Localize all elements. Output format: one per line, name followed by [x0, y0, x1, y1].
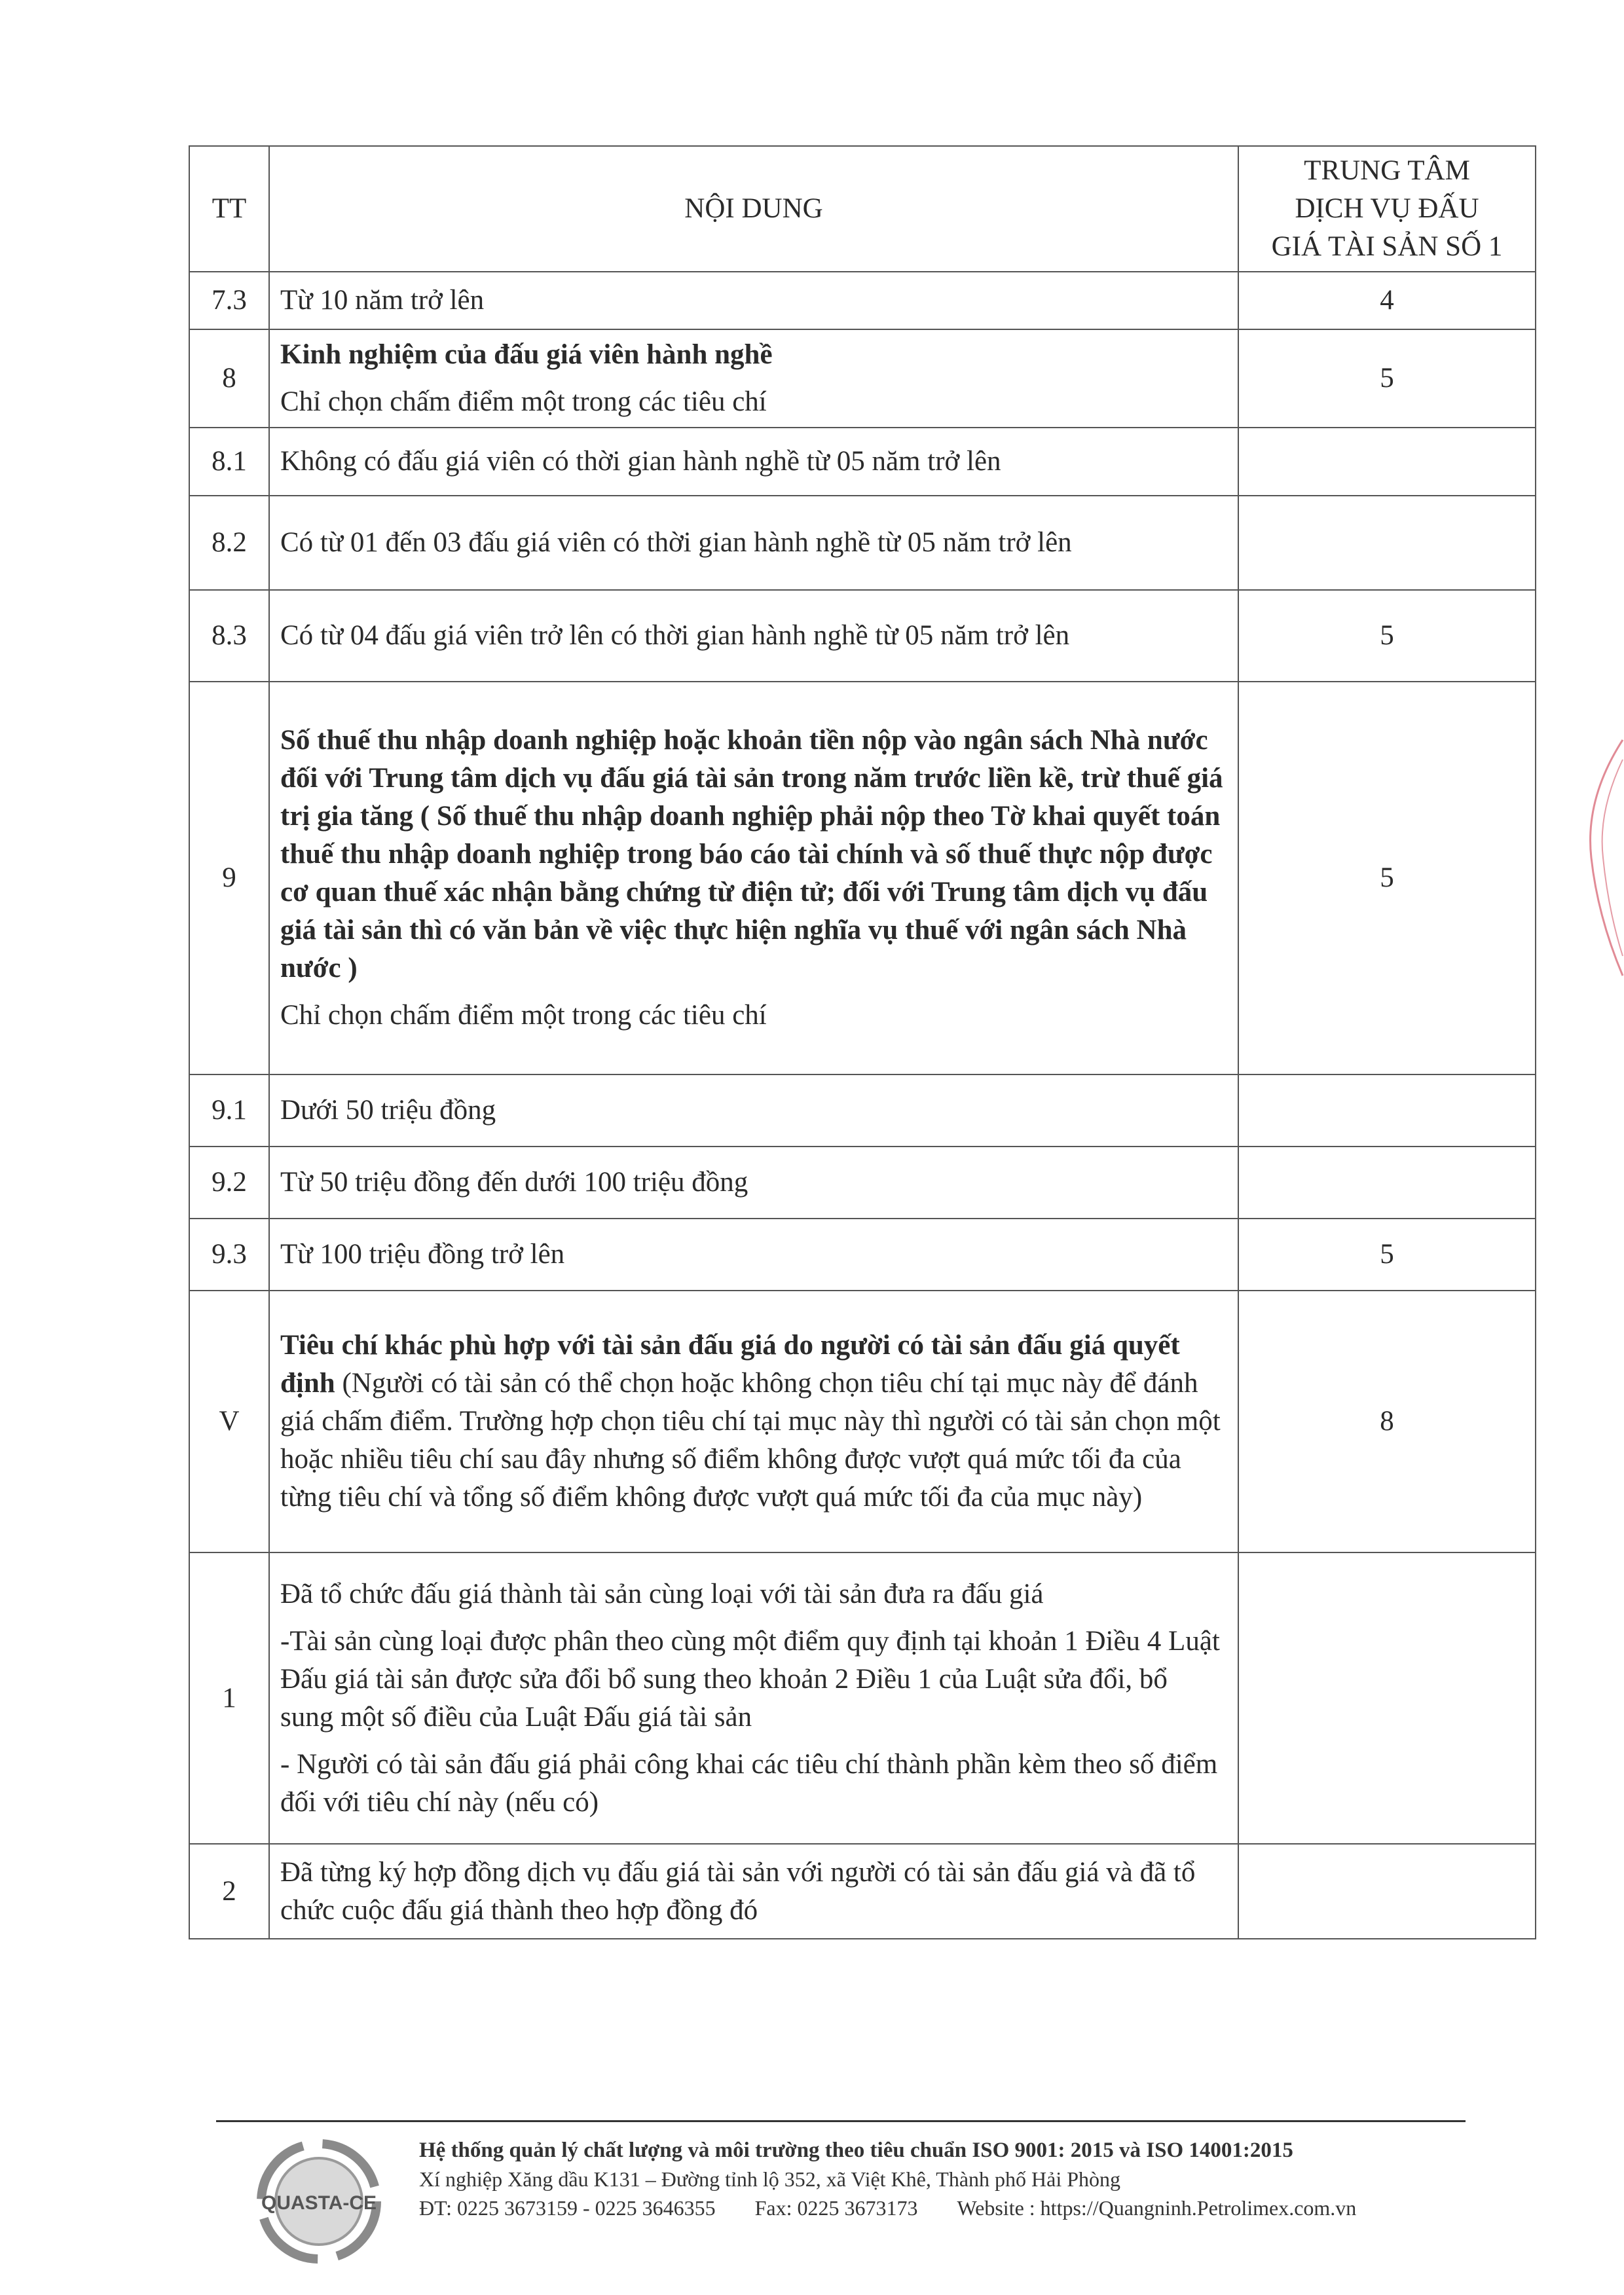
row-number: 7.3 [189, 272, 269, 329]
row-title [280, 336, 1227, 374]
row-line: -Tài sản cùng loại được phân theo cùng một điểm quy định tại khoản 1 Điều 4 Luật Đấu giá tài sản được sửa đổi bổ sung theo khoản 2 Điều 1 của Luật sửa đổi, bổ sung một số điều của Luật Đấu giá tài sản [280, 1625, 1220, 1733]
row-line: Từ 50 triệu đồng đến dưới 100 triệu đồng [280, 1167, 748, 1198]
row-content [269, 1552, 1238, 1844]
table-row [189, 1844, 1536, 1939]
row-score: 5 [1238, 329, 1536, 428]
row-line: Từ 100 triệu đồng trở lên [280, 1239, 565, 1270]
row-number: 9.3 [189, 1219, 269, 1291]
row-line: Đã tổ chức đấu giá thành tài sản cùng loại với tài sản đưa ra đấu giá [280, 1578, 1044, 1609]
row-title-bold: Tiêu chí khác phù hợp với tài sản đấu giá do người có tài sản đấu giá quyết định [280, 1330, 1180, 1399]
table-row [189, 1291, 1536, 1552]
row-line: Đã từng ký hợp đồng dịch vụ đấu giá tài sản với người có tài sản đấu giá và đã tổ chức cuộc đấu giá thành theo hợp đồng đó [280, 1856, 1196, 1926]
quasta-ce-logo [244, 2136, 394, 2267]
row-number: 9 [189, 682, 269, 1074]
row-number: 9.2 [189, 1147, 269, 1219]
footer-website: Website : https://Quangninh.Petrolimex.com.vn [957, 2196, 1357, 2220]
footer-phone: ĐT: 0225 3673159 - 0225 3646355 [419, 2196, 716, 2220]
row-title-rest: (Người có tài sản có thể chọn hoặc không chọn tiêu chí tại mục này để đánh giá chấm điểm. Trường hợp chọn tiêu chí tại mục này thì người có tài sản chọn một hoặc nhiều tiêu chí sau đây nhưng số điểm không được vượt quá mức tối đa của từng tiêu chí và tổng số điểm không được vượt quá mức tối đa của mục này) [280, 1368, 1221, 1513]
table-row [189, 590, 1536, 682]
row-line: Chỉ chọn chấm điểm một trong các tiêu chí [280, 1000, 767, 1031]
row-score: 4 [1238, 272, 1536, 329]
table-row [189, 272, 1536, 329]
footer-contact [419, 2194, 1493, 2222]
footer-divider [216, 2120, 1466, 2122]
row-score [1238, 1147, 1536, 1219]
table-row [189, 496, 1536, 590]
table-header-row [189, 146, 1536, 272]
row-number: 2 [189, 1844, 269, 1939]
row-number: 8.3 [189, 590, 269, 682]
table-row [189, 428, 1536, 496]
row-number: V [189, 1291, 269, 1552]
table-row [189, 329, 1536, 428]
row-line: Chỉ chọn chấm điểm một trong các tiêu chí [280, 386, 767, 417]
footer-iso-line: Hệ thống quản lý chất lượng và môi trường theo tiêu chuẩn ISO 9001: 2015 và ISO 14001:2015 [419, 2139, 1293, 2162]
row-line: Có từ 01 đến 03 đấu giá viên có thời gian hành nghề từ 05 năm trở lên [280, 527, 1072, 558]
row-title [280, 1327, 1227, 1516]
row-content [269, 428, 1238, 496]
row-score [1238, 1552, 1536, 1844]
table-row [189, 1147, 1536, 1219]
row-line: Từ 10 năm trở lên [280, 285, 485, 316]
row-line: Có từ 04 đấu giá viên trở lên có thời gian hành nghề từ 05 năm trở lên [280, 620, 1070, 651]
row-content [269, 1844, 1238, 1939]
row-score [1238, 496, 1536, 590]
header-tt: TT [189, 146, 269, 272]
row-content [269, 1147, 1238, 1219]
row-line: - Người có tài sản đấu giá phải công khai các tiêu chí thành phần kèm theo số điểm đối với tiêu chí này (nếu có) [280, 1748, 1218, 1818]
row-score [1238, 1844, 1536, 1939]
scoring-table [189, 145, 1536, 1939]
row-number: 8.1 [189, 428, 269, 496]
row-number: 9.1 [189, 1074, 269, 1147]
row-score [1238, 428, 1536, 496]
table-row [189, 682, 1536, 1074]
row-content [269, 682, 1238, 1074]
row-title-bold: Kinh nghiệm của đấu giá viên hành nghề [280, 339, 773, 370]
logo-text: QUASTA-CE [261, 2192, 377, 2214]
row-title-bold: Số thuế thu nhập doanh nghiệp hoặc khoản tiền nộp vào ngân sách Nhà nước đối với Trung tâm dịch vụ đấu giá tài sản trong năm trước liền kề, trừ thuế giá trị gia tăng ( Số thuế thu nhập doanh nghiệp phải nộp theo Tờ khai quyết toán thuế thu nhập doanh nghiệp trong báo cáo tài chính và số thuế thực nộp được cơ quan thuế xác nhận bằng chứng từ điện tử; đối với Trung tâm dịch vụ đấu giá tài sản thì có văn bản về việc thực hiện nghĩa vụ thuế với ngân sách Nhà nước ) [280, 725, 1223, 983]
row-content [269, 329, 1238, 428]
row-line: Dưới 50 triệu đồng [280, 1095, 496, 1126]
row-line: Không có đấu giá viên có thời gian hành nghề từ 05 năm trở lên [280, 446, 1001, 477]
header-content: NỘI DUNG [269, 146, 1238, 272]
row-content [269, 1074, 1238, 1147]
header-center-line2: DỊCH VỤ ĐẤU [1295, 193, 1479, 224]
row-score: 8 [1238, 1291, 1536, 1552]
footer-address: Xí nghiệp Xăng dầu K131 – Đường tỉnh lộ 352, xã Việt Khê, Thành phố Hải Phòng [419, 2167, 1121, 2191]
row-title [280, 722, 1227, 987]
row-content [269, 1291, 1238, 1552]
table-row [189, 1074, 1536, 1147]
table-row [189, 1219, 1536, 1291]
row-score [1238, 1074, 1536, 1147]
row-content [269, 590, 1238, 682]
header-center-line1: TRUNG TÂM [1304, 155, 1470, 186]
footer-fax: Fax: 0225 3673173 [754, 2196, 918, 2220]
footer [419, 2136, 1493, 2222]
row-number: 1 [189, 1552, 269, 1844]
row-number: 8 [189, 329, 269, 428]
red-stamp-fragment [1572, 720, 1624, 995]
row-content [269, 272, 1238, 329]
row-number: 8.2 [189, 496, 269, 590]
table-row [189, 1552, 1536, 1844]
header-center-line3: GIÁ TÀI SẢN SỐ 1 [1271, 231, 1503, 262]
row-score: 5 [1238, 590, 1536, 682]
row-content [269, 496, 1238, 590]
header-center [1238, 146, 1536, 272]
row-score: 5 [1238, 1219, 1536, 1291]
row-score: 5 [1238, 682, 1536, 1074]
row-content [269, 1219, 1238, 1291]
